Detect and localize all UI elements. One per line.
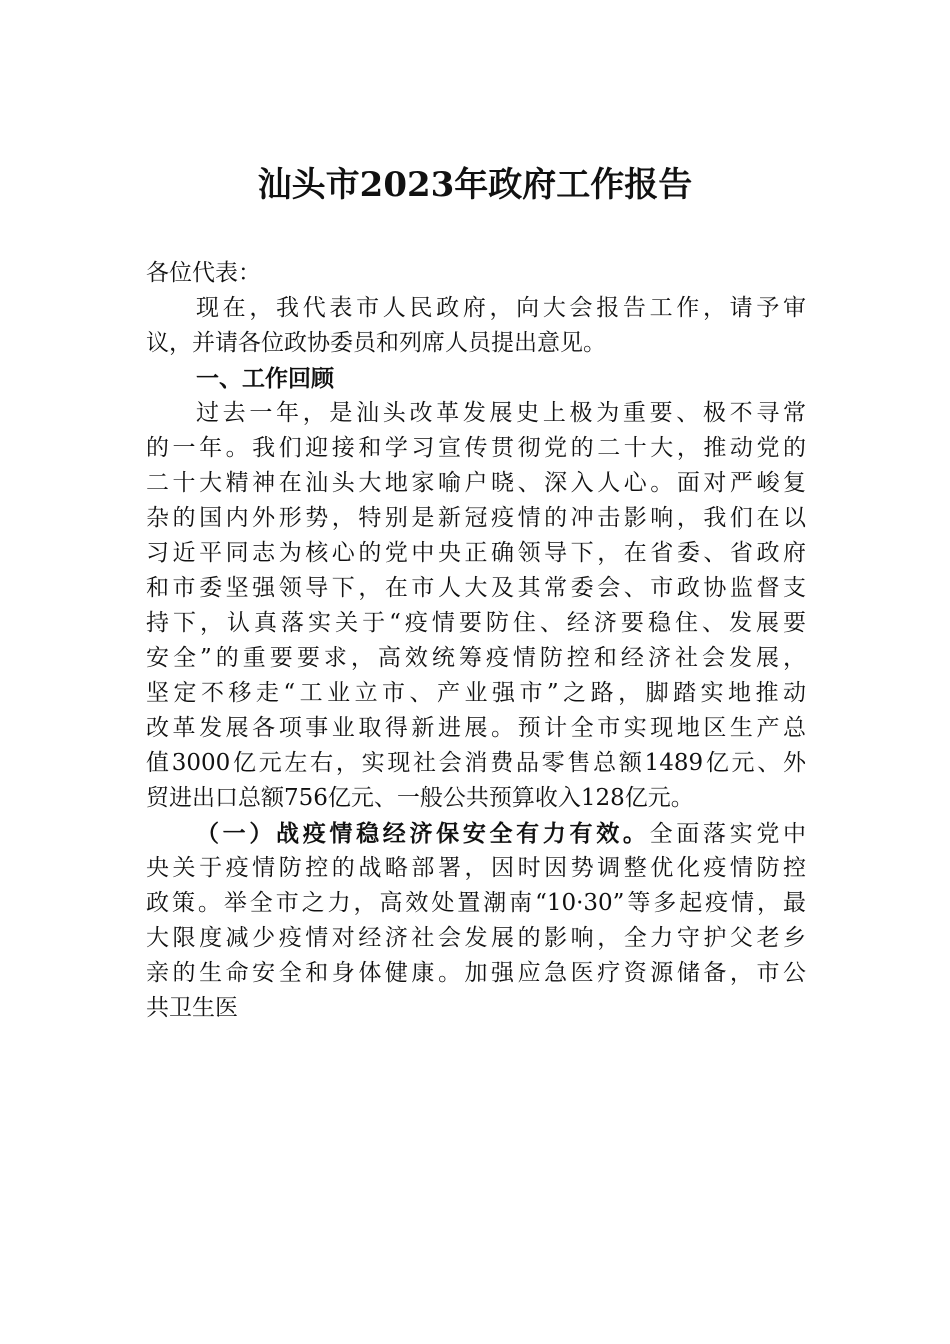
text-line: 亲的生命安全和身体健康。加强应急医疗资源储备，市公 bbox=[146, 960, 806, 986]
text-line: 过去一年，是汕头改革发展史上极为重要、极不寻常 bbox=[196, 400, 806, 426]
text-line: 议，并请各位政协委员和列席人员提出意见。 bbox=[146, 330, 606, 356]
text-line bbox=[146, 816, 806, 851]
paragraph-epidemic bbox=[146, 816, 806, 1026]
text-line: 值3000亿元左右，实现社会消费品零售总额1489亿元、外 bbox=[146, 750, 806, 776]
paragraph-intro bbox=[146, 291, 806, 361]
text-line: 央关于疫情防控的战略部署，因时因势调整优化疫情防控 bbox=[146, 855, 806, 881]
text-line: 大限度减少疫情对经济社会发展的影响，全力守护父老乡 bbox=[146, 925, 806, 951]
text-line: 贸进出口总额756亿元、一般公共预算收入128亿元。 bbox=[146, 785, 694, 811]
subsection-lead: （一）战疫情稳经济保安全有力有效。 bbox=[196, 820, 650, 847]
paragraph-review bbox=[146, 396, 806, 816]
document-title: 汕头市2023年政府工作报告 bbox=[257, 165, 693, 205]
text-line: 习近平同志为核心的党中央正确领导下，在省委、省政府 bbox=[146, 540, 806, 566]
section-heading: 一、工作回顾 bbox=[196, 365, 334, 392]
text-line: 二十大精神在汕头大地家喻户晓、深入人心。面对严峻复 bbox=[146, 470, 806, 496]
text-line: 的一年。我们迎接和学习宣传贯彻党的二十大，推动党的 bbox=[146, 435, 806, 461]
text-line: 改革发展各项事业取得新进展。预计全市实现地区生产总 bbox=[146, 715, 806, 741]
text-span: 全面落实党中 bbox=[649, 821, 807, 847]
text-line: 杂的国内外形势，特别是新冠疫情的冲击影响，我们在以 bbox=[146, 505, 806, 531]
text-line: 持下，认真落实关于“疫情要防住、经济要稳住、发展要 bbox=[146, 610, 806, 636]
text-line: 现在，我代表市人民政府，向大会报告工作，请予审 bbox=[196, 295, 806, 321]
text-line: 坚定不移走“工业立市、产业强市”之路，脚踏实地推动 bbox=[146, 680, 806, 706]
text-line: 共卫生医 bbox=[146, 995, 238, 1021]
text-line: 安全”的重要要求，高效统筹疫情防控和经济社会发展， bbox=[146, 645, 806, 671]
document-body bbox=[146, 256, 806, 1026]
text-line: 和市委坚强领导下，在市人大及其常委会、市政协监督支 bbox=[146, 575, 806, 601]
text-line: 政策。举全市之力，高效处置潮南“10·30”等多起疫情，最 bbox=[146, 890, 806, 916]
salutation: 各位代表： bbox=[146, 260, 261, 286]
